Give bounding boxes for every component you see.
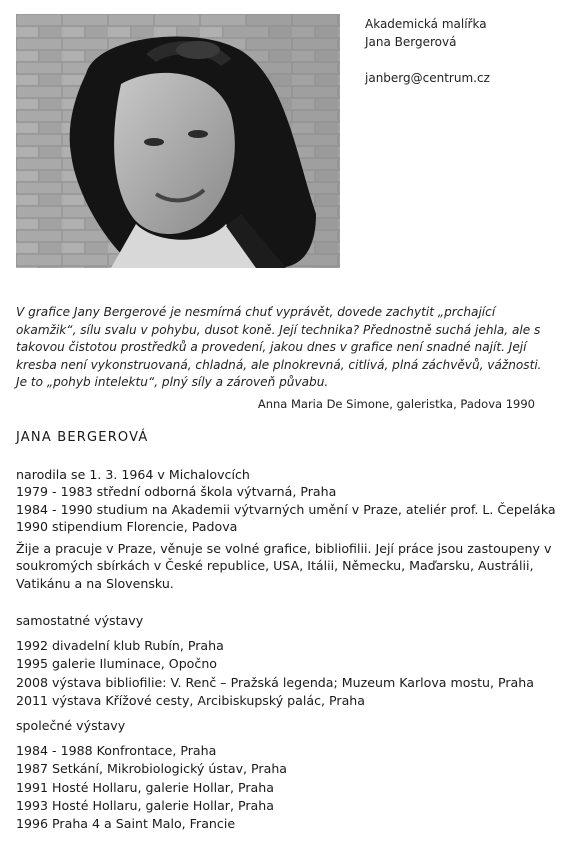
exhibition-item: 2008 výstava bibliofilie: V. Renč – Pražská legenda; Muzeum Karlova mostu, Praha	[16, 674, 534, 690]
artist-name-heading: JANA BERGEROVÁ	[16, 430, 149, 445]
solo-exhibitions-heading: samostatné výstavy	[16, 613, 144, 628]
exhibition-item: 1991 Hosté Hollaru, galerie Hollar, Praha	[16, 779, 274, 795]
exhibition-item: 1987 Setkání, Mikrobiologický ústav, Praha	[16, 761, 288, 777]
exhibition-item: 1992 divadelní klub Rubín, Praha	[16, 638, 224, 654]
artist-title: Akademická malířka	[365, 17, 487, 31]
exhibition-item: 1984 - 1988 Konfrontace, Praha	[16, 743, 217, 759]
solo-exhibitions-section	[16, 612, 561, 710]
exhibition-item: 2011 výstava Křížové cesty, Arcibiskupský palác, Praha	[16, 692, 365, 708]
portrait-image	[16, 14, 340, 268]
contact-block	[365, 15, 490, 87]
quote-attribution: Anna Maria De Simone, galeristka, Padova 1990	[257, 397, 535, 411]
critic-quote: V grafice Jany Bergerové je nesmírná chuť vyprávět, dovede zachytit „prchající okamžik“, sílu svalu v pohybu, dusot koně. Její technika? Přednostně suchá jehla, ale s takovou čistotou prostředků a provedení, jakou dnes v grafice není snadné najít. Její kresba není vykonstruovaná, chladná, ale plnokrevná, citlivá, plná záchvěvů, vážnosti. Je to „pohyb intelektu“, plný síly a zároveň půvabu.	[16, 305, 542, 389]
artist-portrait-photo	[16, 14, 340, 268]
bio-line: 1979 - 1983 střední odborná škola výtvarná, Praha	[16, 484, 337, 500]
biography	[16, 466, 561, 592]
bio-line: narodila se 1. 3. 1964 v Michalovcích	[16, 467, 250, 482]
email-address[interactable]: janberg@centrum.cz	[365, 71, 490, 85]
artist-name-contact: Jana Bergerová	[365, 35, 457, 49]
exhibition-item: 1996 Praha 4 a Saint Malo, Francie	[16, 816, 236, 832]
bio-line: 1984 - 1990 studium na Akademii výtvarných umění v Praze, ateliér prof. L. Čepeláka	[16, 501, 556, 517]
bio-paragraph: Žije a pracuje v Praze, věnuje se volné grafice, bibliofilii. Její práce jsou zastoupeny v soukromých sbírkách v České republice, USA, Itálii, Německu, Maďarsku, Austrálii, Vatikánu a na Slovensku.	[16, 541, 552, 591]
group-exhibitions-heading: společné výstavy	[16, 718, 126, 733]
group-exhibitions-section	[16, 717, 561, 833]
bio-line: 1990 stipendium Florencie, Padova	[16, 518, 238, 534]
exhibition-item: 1993 Hosté Hollaru, galerie Hollar, Praha	[16, 797, 274, 813]
exhibition-item: 1995 galerie Iluminace, Opočno	[16, 656, 218, 672]
